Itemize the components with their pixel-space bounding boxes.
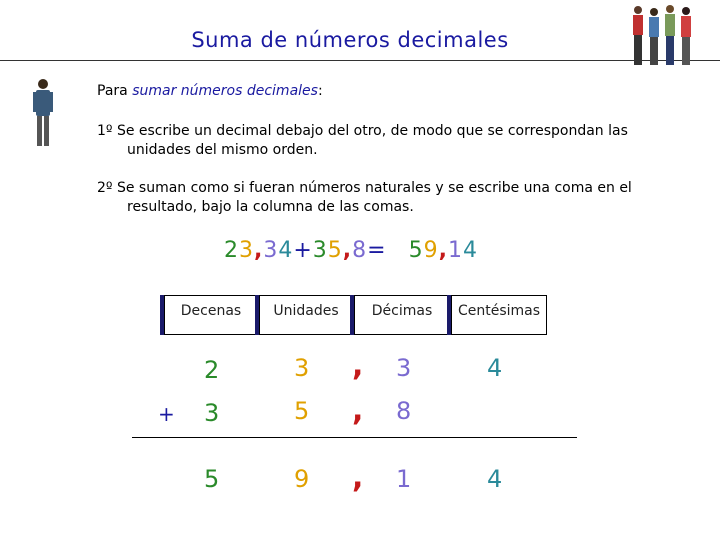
result-decimas-digit: 1	[396, 465, 412, 493]
step1-line2: unidades del mismo orden.	[127, 142, 318, 158]
row2-decimas-digit: 8	[396, 397, 412, 425]
step1-line1: 1º Se escribe un decimal debajo del otro, de modo que se correspondan las	[97, 123, 628, 139]
group-of-students-illustration	[628, 2, 708, 70]
intro-highlight: sumar números decimales	[132, 83, 318, 99]
sum-line	[132, 437, 577, 438]
result-centesimas-digit: 4	[487, 465, 503, 493]
header-unidades: Unidades	[273, 303, 339, 319]
sum-formula	[224, 238, 478, 263]
title-divider	[0, 60, 720, 61]
student-figure	[649, 8, 659, 65]
student-figure	[633, 6, 643, 65]
formula-part: 3	[263, 238, 279, 263]
step2-line2: resultado, bajo la columna de las comas.	[127, 199, 414, 215]
formula-part: =	[367, 238, 387, 263]
formula-part: 5	[408, 238, 424, 263]
plus-sign: +	[158, 402, 175, 426]
formula-part: 9	[423, 238, 439, 263]
student-illustration	[32, 78, 54, 150]
page-title: Suma de números decimales	[191, 28, 509, 52]
formula-part: 4	[462, 238, 478, 263]
row1-decimas-digit: 3	[396, 354, 412, 382]
row1-unidades-digit: 3	[294, 354, 310, 382]
header-decenas: Decenas	[180, 303, 242, 319]
formula-part: ,	[342, 238, 353, 263]
formula-part: ,	[438, 238, 448, 263]
formula-part: ,	[254, 238, 264, 263]
formula-part: 3	[312, 238, 328, 263]
row2-unidades-digit: 5	[294, 397, 310, 425]
row1-centesimas-digit: 4	[487, 354, 503, 382]
result-decenas-digit: 5	[204, 465, 220, 493]
result-unidades-digit: 9	[294, 465, 310, 493]
intro-text	[97, 82, 323, 101]
formula-part: 4	[278, 238, 294, 263]
student-figure	[665, 5, 675, 65]
row1-comma: ,	[352, 348, 364, 383]
formula-part: 3	[239, 238, 254, 263]
formula-part: 5	[327, 238, 343, 263]
header-centesimas: Centésimas	[457, 303, 541, 319]
intro-prefix: Para	[97, 83, 133, 99]
student-figure	[681, 7, 691, 65]
row1-decenas-digit: 2	[204, 356, 220, 384]
row2-comma: ,	[352, 393, 364, 428]
header-decimas: Décimas	[371, 303, 433, 319]
formula-part: 1	[447, 238, 463, 263]
formula-part: +	[293, 238, 313, 263]
formula-part: 2	[224, 238, 239, 263]
formula-part: 8	[352, 238, 368, 263]
row2-decenas-digit: 3	[204, 399, 220, 427]
intro-suffix: :	[317, 83, 323, 99]
result-comma: ,	[352, 460, 364, 495]
step2-line1: 2º Se suman como si fueran números naturales y se escribe una coma en el	[97, 180, 632, 196]
